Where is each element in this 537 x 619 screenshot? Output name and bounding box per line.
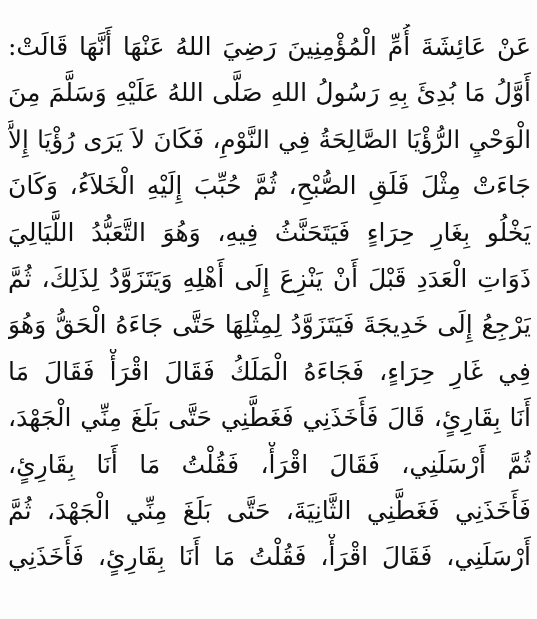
text-line-8: فِي غَارِ حِرَاءٍ، فَجَاءَهُ الْمَلَكُ فَقَالَ اقْرَأْ فَقَالَ مَا [8,356,531,386]
text-line-4: جَاءَتْ مِثْلَ فَلَقِ الصُّبْحِ، ثُمَّ حُبِّبَ إِلَيْهِ الْخَلاَءُ، وَكَانَ [8,171,531,201]
text-line-2: أَوَّلُ مَا بُدِئَ بِهِ رَسُولُ اللهِ صَلَّى اللهُ عَلَيْهِ وَسَلَّمَ مِنَ [8,78,531,108]
text-line-3: الْوَحْيِ الرُّؤْيَا الصَّالِحَةُ فِي النَّوْمِ، فَكَانَ لاَ يَرَى رُؤْيَا إِلاَّ [8,124,531,154]
text-line-9: أَنَا بِقَارِئٍ، قَالَ فَأَخَذَنِي فَغَطَّنِي حَتَّى بَلَغَ مِنِّي الْجَهْدَ، [8,403,531,433]
text-line-7: يَرْجِعُ إِلَى خَدِيجَةَ فَيَتَزَوَّدُ لِمِثْلِهَا حَتَّى جَاءَهُ الْحَقُّ وَهُوَ [8,310,531,340]
text-line-6: ذَوَاتِ الْعَدَدِ قَبْلَ أَنْ يَنْزِعَ إِلَى أَهْلِهِ وَيَتَزَوَّدُ لِذَلِكَ، ثُمَّ [8,263,531,293]
text-line-1: عَنْ عَائِشَةَ أُمِّ الْمُؤْمِنِينَ رَضِيَ اللهُ عَنْهَا أَنَّهَا قَالَتْ: [8,32,531,61]
arabic-text-block [8,24,531,581]
text-line-5: يَخْلُو بِغَارِ حِرَاءٍ فَيَتَحَنَّثُ فِيهِ، وَهُوَ التَّعَبُّدُ اللَّيَالِيَ [8,217,531,247]
text-line-11: فَأَخَذَنِي فَغَطَّنِي الثَّانِيَةَ، حَتَّى بَلَغَ مِنِّي الْجَهْدَ، ثُمَّ [8,495,531,525]
text-line-10: ثُمَّ أَرْسَلَنِي، فَقَالَ اقْرَأْ، فَقُلْتُ مَا أَنَا بِقَارِئٍ، [8,449,531,479]
text-line-12: أَرْسَلَنِي، فَقَالَ اقْرَأْ، فَقُلْتُ مَا أَنَا بِقَارِئٍ، فَأَخَذَنِي [8,542,531,572]
